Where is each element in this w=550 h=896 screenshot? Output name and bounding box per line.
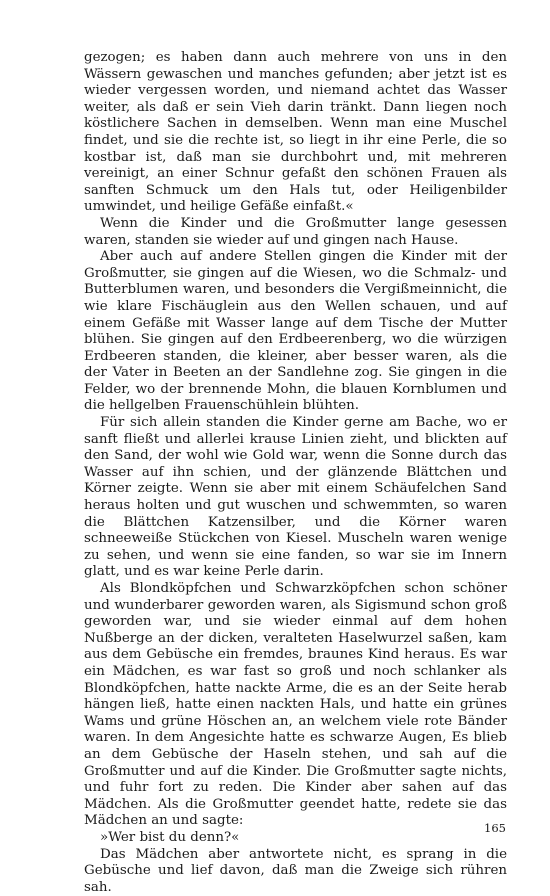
paragraph-continuation: gezogen; es haben dann auch mehrere von uns in den Wässern gewaschen und manches gefunden; aber jetzt ist es wieder vergessen worden, und niemand achtet das Wasser weiter, als daß er sein Vieh darin tränkt. Dann liegen noch köstlichere Sachen in demselben. Wenn man eine Muschel findet, und sie die rechte ist, so liegt in ihr eine Perle, die so kostbar ist, daß man sie durchbohrt und, mit mehreren vereinigt, an einer Schnur gefaßt den schönen Frauen als sanften Schmuck um den Hals tut, oder Heiligenbilder umwindet, und heilige Gefäße einfaßt.«: [84, 50, 507, 216]
dialogue-line: »Wer bist du denn?«: [84, 830, 507, 847]
paragraph: Aber auch auf andere Stellen gingen die Kinder mit der Großmutter, sie gingen auf die Wiesen, wo die Schmalz- und Butterblumen waren, und besonders die Vergißmeinnicht, die wie klare Fischäuglein aus den Wellen schauen, und auf einem Gefäße mit Wasser lange auf dem Tische der Mutter blühen. Sie gingen auf den Erdbeerenberg, wo die würzigen Erdbeeren standen, die kleiner, aber besser waren, als die der Vater in Beeten an der Sandlehne zog. Sie gingen in die Felder, wo der brennende Mohn, die blauen Kornblumen und die hellgelben Frauenschühlein blühten.: [84, 249, 507, 415]
page-number: 165: [484, 821, 506, 835]
paragraph: Für sich allein standen die Kinder gerne am Bache, wo er sanft fließt und allerlei krause Linien zieht, und blickten auf den Sand, der wohl wie Gold war, wenn die Sonne durch das Wasser auf ihn schien, und der glänzende Blättchen und Körner zeigte. Wenn sie aber mit einem Schäufelchen Sand heraus holten und gut wuschen und schwemmten, so waren die Blättchen Katzensilber, und die Körner waren schneeweiße Stückchen von Kiesel. Muscheln waren wenige zu sehen, und wenn sie eine fanden, so war sie im Innern glatt, und es war keine Perle darin.: [84, 415, 507, 581]
paragraph: Wenn die Kinder und die Großmutter lange gesessen waren, standen sie wieder auf und gingen nach Hause.: [84, 216, 507, 249]
page-body: [84, 50, 507, 896]
paragraph: Das Mädchen aber antwortete nicht, es sprang in die Gebüsche und lief davon, daß man die Zweige sich rühren sah.: [84, 847, 507, 896]
paragraph: Als Blondköpfchen und Schwarzköpfchen schon schöner und wunderbarer geworden waren, als Sigismund schon groß geworden war, und sie wieder einmal auf dem hohen Nußberge an der dicken, veralteten Haselwurzel saßen, kam aus dem Gebüsche ein fremdes, braunes Kind heraus. Es war ein Mädchen, es war fast so groß und noch schlanker als Blondköpfchen, hatte nackte Arme, die es an der Seite herab hängen ließ, hatte einen nackten Hals, und hatte ein grünes Wams und grüne Höschen an, an welchem viele rote Bänder waren. In dem Angesichte hatte es schwarze Augen, Es blieb an dem Gebüsche der Haseln stehen, und sah auf die Großmutter und auf die Kinder. Die Großmutter sagte nichts, und fuhr fort zu reden. Die Kinder aber sahen auf das Mädchen. Als die Großmutter geendet hatte, redete sie das Mädchen an und sagte:: [84, 581, 507, 830]
